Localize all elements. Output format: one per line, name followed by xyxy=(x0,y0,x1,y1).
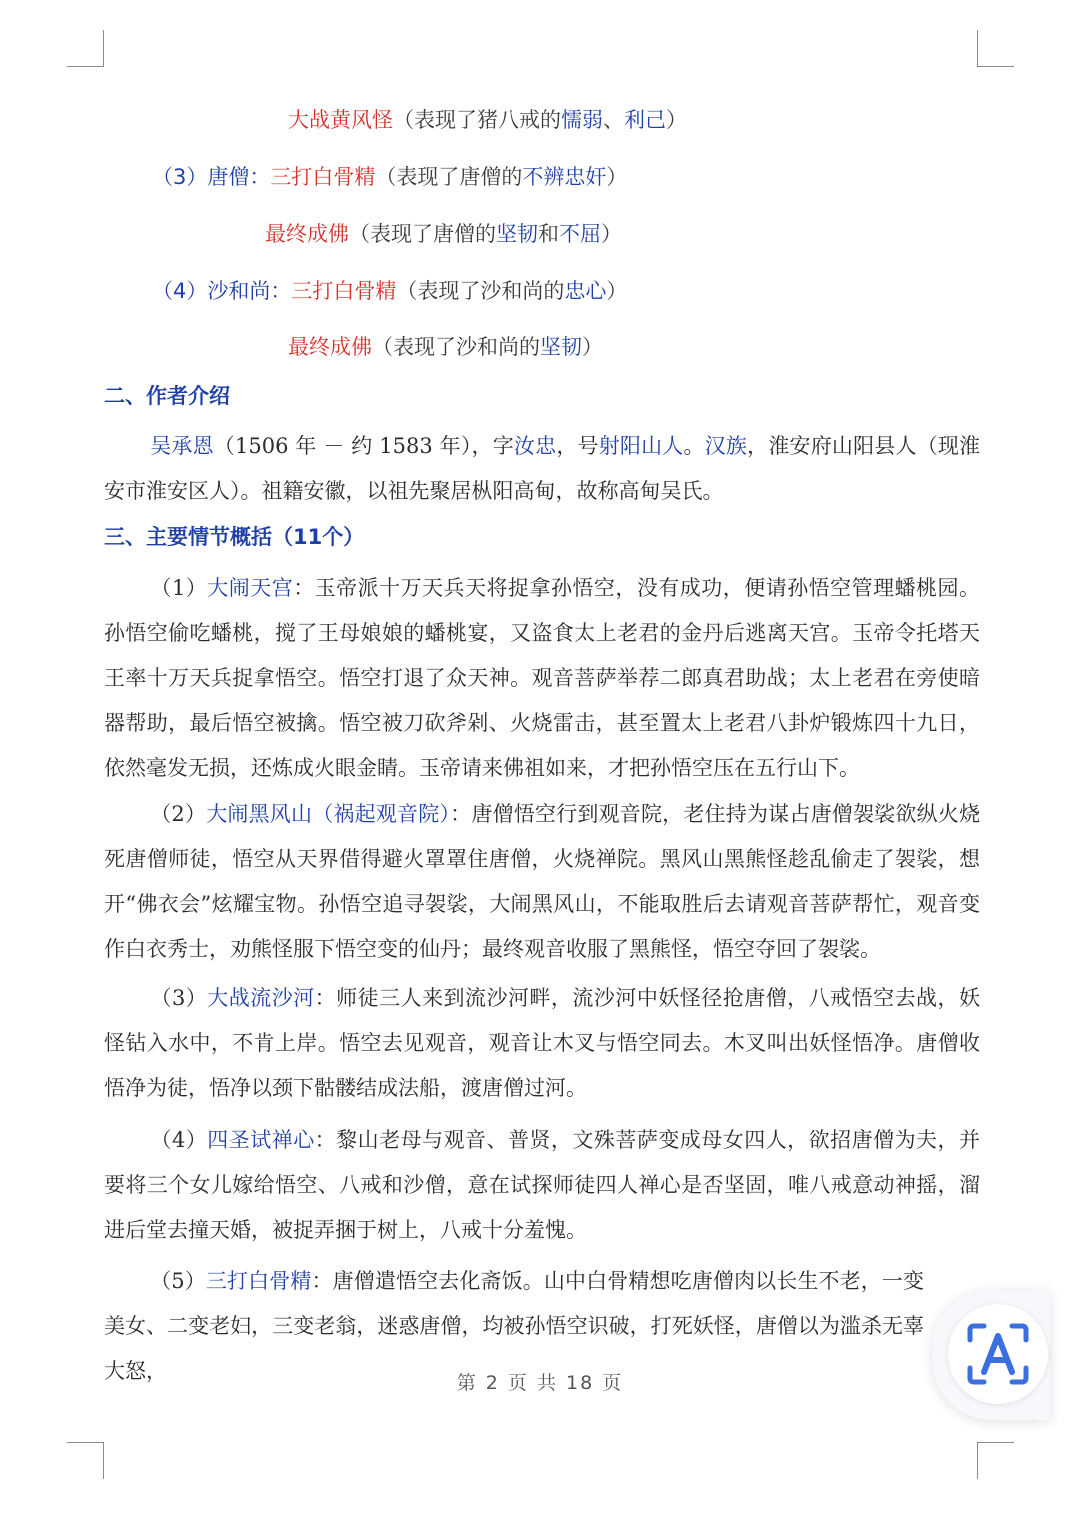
trait-keyword: 懦弱 xyxy=(561,108,603,132)
plot-title: 大战流沙河 xyxy=(207,986,315,1010)
plot-number: （4） xyxy=(150,1128,208,1152)
punctuation: ： xyxy=(314,986,337,1010)
section-heading-author: 二、作者介绍 xyxy=(104,384,230,408)
item-number: （4） xyxy=(152,279,208,303)
episode-title: 最终成佛 xyxy=(288,335,372,359)
paren-text: （表现了唐僧的 xyxy=(349,222,496,246)
plot-text: 唐僧遣悟空去化斋饭。山中白骨精想吃唐僧肉以长生不老，一变美女、二变老妇，三变老翁，迷惑唐僧，均被孙悟空识破，打死妖怪，唐僧以为滥杀无辜大怒， xyxy=(104,1269,924,1383)
plot-title: 四圣试禅心 xyxy=(207,1128,315,1152)
author-pseudonym: 射阳山人 xyxy=(598,434,684,458)
trait-keyword: 不屈 xyxy=(559,222,601,246)
author-name: 吴承恩 xyxy=(150,434,214,458)
character-line-tangseng-chengfo xyxy=(265,219,622,249)
plot-number: （1） xyxy=(150,576,208,600)
paren-close: ） xyxy=(601,222,622,246)
episode-title: 大战黄风怪 xyxy=(288,108,393,132)
trait-keyword: 坚韧 xyxy=(540,335,582,359)
author-years: （1506 年 － 约 1583 年），字 xyxy=(213,434,514,458)
plot-text: 唐僧悟空行到观音院，老住持为谋占唐僧袈裟欲纵火烧死唐僧师徒，悟空从天界借得避火罩罩住唐僧，火烧禅院。黑风山黑熊怪趁乱偷走了袈裟，想开“佛衣会”炫耀宝物。孙悟空追寻袈裟，大闹黑风山，不能取胜后去请观音菩萨帮忙，观音变作白衣秀士，劝熊怪服下悟空变的仙丹；最终观音收服了黑熊怪，悟空夺回了袈裟。 xyxy=(104,802,980,961)
paren-text: （表现了唐僧的 xyxy=(375,165,523,189)
author-hao-label: ，号 xyxy=(556,434,599,458)
character-line-bajie-huangfeng xyxy=(288,105,687,135)
plot-title: 三打白骨精 xyxy=(205,1269,312,1293)
plot-paragraph-3 xyxy=(104,976,980,1111)
paren-close: ） xyxy=(582,335,603,359)
plot-number: （3） xyxy=(150,986,208,1010)
plot-paragraph-1 xyxy=(104,566,980,791)
episode-title: 三打白骨精 xyxy=(291,279,397,303)
plot-paragraph-4 xyxy=(104,1118,980,1253)
item-number: （3） xyxy=(152,165,208,189)
page-corner-mark-top-left xyxy=(67,30,104,67)
plot-text: 黎山老母与观音、普贤，文殊菩萨变成母女四人，欲招唐僧为夫，并要将三个女儿嫁给悟空、八戒和沙僧，意在试探师徒四人禅心是否坚固，唯八戒意动神摇，溜进后堂去撞天婚，被捉弄捆于树上，八戒十分羞愧。 xyxy=(104,1128,981,1242)
plot-number: （5） xyxy=(150,1269,206,1293)
page-corner-mark-top-right xyxy=(977,30,1014,67)
trait-keyword: 坚韧 xyxy=(496,222,538,246)
punctuation: ： xyxy=(311,1269,333,1293)
paren-text: （表现了沙和尚的 xyxy=(372,335,540,359)
paren-close: ） xyxy=(666,108,687,132)
separator: 、 xyxy=(603,108,624,132)
paren-text: （表现了猪八戒的 xyxy=(393,108,561,132)
character-line-shaheshang-baigujing xyxy=(152,276,627,306)
paren-close: ） xyxy=(606,165,628,189)
character-name: 唐僧： xyxy=(207,165,271,189)
text-recognition-icon xyxy=(962,1318,1034,1390)
connector: 和 xyxy=(538,222,559,246)
punctuation: 。 xyxy=(683,434,705,458)
punctuation: ： xyxy=(450,802,472,826)
character-name: 沙和尚： xyxy=(207,279,292,303)
plot-paragraph-2 xyxy=(104,792,980,972)
author-details: ，淮安府山阳县人（现淮安市淮安区人）。祖籍安徽，以祖先聚居枞阳高甸，故称高甸吴氏。 xyxy=(104,434,981,503)
plot-title: 大闹天宫 xyxy=(207,576,294,600)
punctuation: ： xyxy=(314,1128,337,1152)
page-corner-mark-bottom-left xyxy=(67,1442,104,1479)
trait-keyword: 利己 xyxy=(624,108,666,132)
episode-title: 三打白骨精 xyxy=(270,165,376,189)
plot-number: （2） xyxy=(150,802,207,826)
section-heading-plots: 三、主要情节概括（11个） xyxy=(104,525,365,549)
punctuation: ： xyxy=(293,576,315,600)
episode-title: 最终成佛 xyxy=(265,222,349,246)
paren-text: （表现了沙和尚的 xyxy=(396,279,565,303)
author-courtesy-name: 汝忠 xyxy=(513,434,557,458)
trait-keyword: 不辨忠奸 xyxy=(522,165,607,189)
author-paragraph xyxy=(104,424,980,514)
page-corner-mark-bottom-right xyxy=(977,1442,1014,1479)
plot-text: 玉帝派十万天兵天将捉拿孙悟空，没有成功，便请孙悟空管理蟠桃园。孙悟空偷吃蟠桃，搅了王母娘娘的蟠桃宴，又盗食太上老君的金丹后逃离天宫。玉帝令托塔天王率十万天兵捉拿悟空。悟空打退了众天神。观音菩萨举荐二郎真君助战；太上老君在旁使暗器帮助，最后悟空被擒。悟空被刀砍斧剁、火烧雷击，甚至置太上老君八卦炉锻炼四十九日，依然毫发无损，还炼成火眼金睛。玉帝请来佛祖如来，才把孙悟空压在五行山下。 xyxy=(104,576,981,780)
author-ethnicity: 汉族 xyxy=(704,434,748,458)
plot-title: 大闹黑风山（祸起观音院） xyxy=(206,802,451,826)
character-line-tangseng-baigujing xyxy=(152,162,627,192)
character-line-shaheshang-chengfo xyxy=(288,332,603,362)
trait-keyword: 忠心 xyxy=(564,279,607,303)
paren-close: ） xyxy=(606,279,628,303)
page-number-footer: 第 2 页 共 18 页 xyxy=(456,1372,624,1394)
text-recognition-button[interactable] xyxy=(932,1290,1050,1420)
plot-text: 师徒三人来到流沙河畔，流沙河中妖怪径抢唐僧，八戒悟空去战，妖怪钻入水中，不肯上岸。悟空去见观音，观音让木叉与悟空同去。木叉叫出妖怪悟净。唐僧收悟净为徒，悟净以颈下骷髅结成法船，渡唐僧过河。 xyxy=(104,986,981,1100)
